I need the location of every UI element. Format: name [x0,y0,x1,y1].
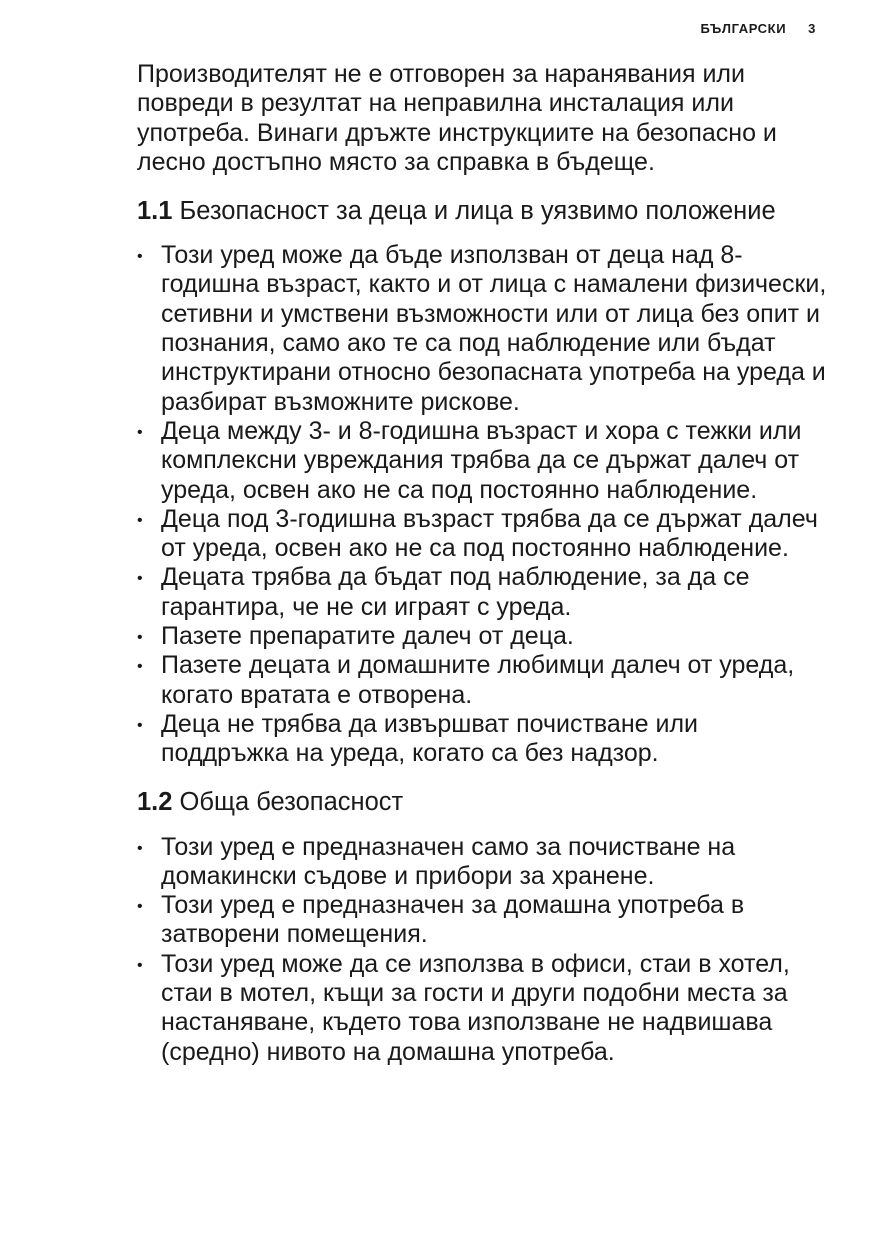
bullet-icon: • [137,658,143,676]
list-item [137,505,827,564]
list-item-text: Този уред е предназначен за домашна употреба в затворени помещения. [161,891,745,949]
list-item [137,622,827,651]
bullet-list-1-2 [137,833,827,1067]
list-item [137,651,827,710]
bullet-icon: • [137,956,143,974]
bullet-icon: • [137,248,143,266]
bullet-icon: • [137,570,143,588]
section-heading-1-2 [137,787,827,818]
list-item [137,563,827,622]
bullet-icon: • [137,898,143,916]
header-language: БЪЛГАРСКИ [700,21,787,36]
bullet-icon: • [137,839,143,857]
bullet-icon: • [137,511,143,529]
page-content [137,60,827,1067]
section-number: 1.1 [137,197,173,226]
list-item [137,833,827,892]
list-item [137,710,827,769]
list-item [137,417,827,505]
list-item-text: Децата трябва да бъдат под наблюдение, за да се гарантира, че не си играят с уреда. [161,563,750,621]
list-item-text: Този уред може да се използва в офиси, стаи в хотел, стаи в мотел, къщи за гости и други подобни места за настаняване, където това използване не надвишава (средно) нивото на домашна употреба. [161,949,790,1066]
list-item-text: Деца не трябва да извършват почистване или поддръжка на уреда, когато са без надзор. [161,709,698,768]
bullet-icon: • [137,423,143,441]
list-item-text: Този уред е предназначен само за почистване на домакински съдове и прибори за хранене. [161,832,736,890]
bullet-icon: • [137,716,143,734]
list-item-text: Пазете децата и домашните любимци далеч от уреда, когато вратата е отворена. [161,651,795,709]
section-heading-1-1 [137,196,827,227]
page-number: 3 [808,21,816,36]
list-item-text: Този уред може да бъде използван от деца над 8-годишна възраст, както и от лица с намалени физически, сетивни и умствени възможности или от лица без опит и познания, само ако те са под наблюдение или бъдат инструктирани относно безопасната употреба на уреда и разбират възможните рискове. [161,241,827,416]
section-number: 1.2 [137,787,173,816]
page-header [701,21,816,36]
list-item-text: Деца между 3- и 8-годишна възраст и хора с тежки или комплексни увреждания трябва да се държат далеч от уреда, освен ако не са под постоянно наблюдение. [161,416,802,504]
bullet-list-1-1 [137,241,827,768]
section-title: Безопасност за деца и лица в уязвимо положение [179,197,776,226]
bullet-icon: • [137,629,143,647]
list-item-text: Деца под 3-годишна възраст трябва да се държат далеч от уреда, освен ако не са под постоянно наблюдение. [161,504,818,563]
list-item [137,891,827,950]
list-item [137,241,827,417]
list-item [137,950,827,1067]
intro-paragraph: Производителят не е отговорен за наранявания или повреди в резултат на неправилна инсталация или употреба. Винаги дръжте инструкциите на безопасно и лесно достъпно място за справка в бъдеще. [137,60,777,176]
list-item-text: Пазете препаратите далеч от деца. [161,622,574,651]
section-title: Обща безопасност [179,787,404,816]
